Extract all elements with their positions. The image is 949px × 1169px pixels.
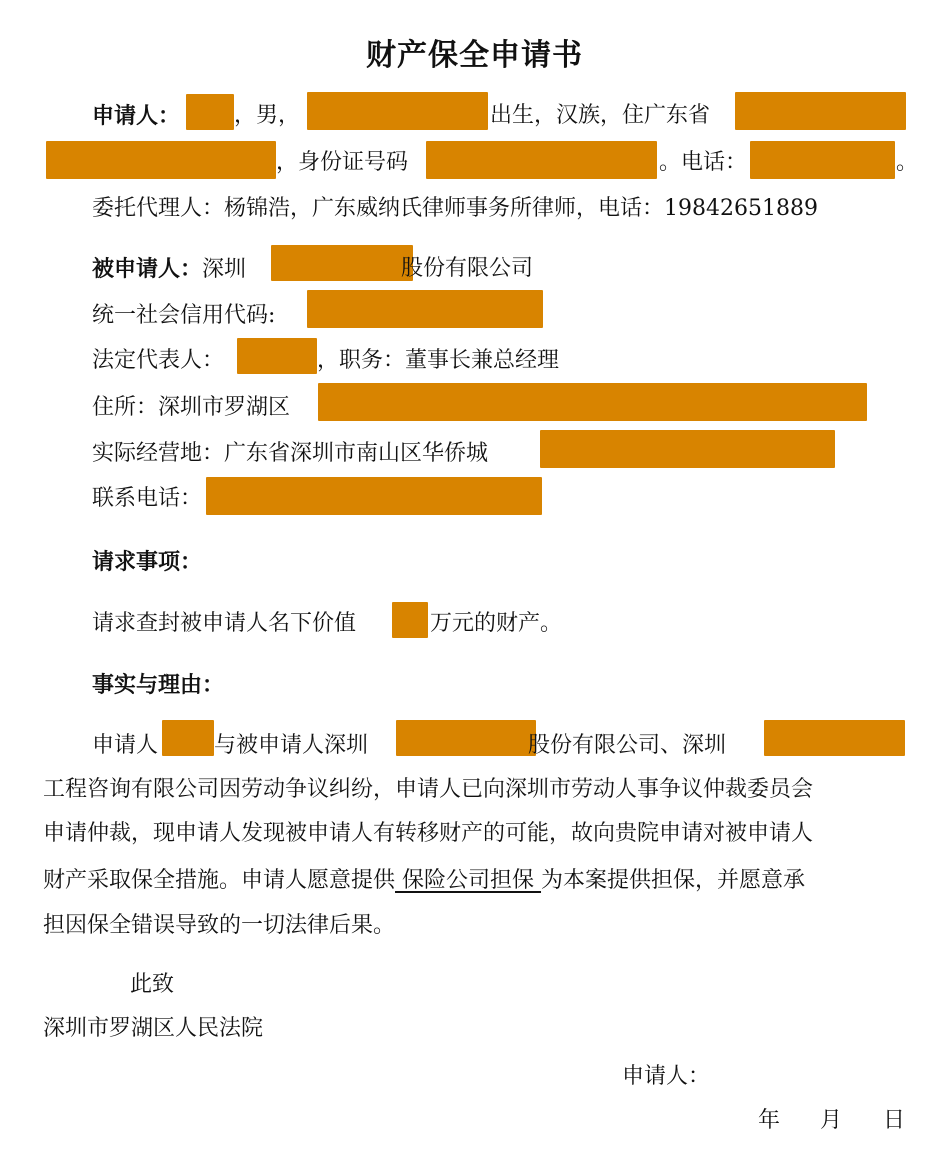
date-year: 年 [758, 1108, 781, 1133]
credit-code-label: 统一社会信用代码: [92, 303, 276, 328]
applicant-phone-segment: 。电话： [659, 150, 748, 175]
redaction-respondent-name [271, 245, 413, 281]
applicant-line-1 [92, 99, 180, 134]
facts-line-4b: 为本案提供担保，并愿意承 [541, 868, 806, 893]
facts-heading: 事实与理由： [92, 672, 225, 698]
signature-label: 申请人： [622, 1064, 711, 1089]
facts-line-3: 申请仲裁，现申请人发现被申请人有转移财产的可能，故向贵院申请对被申请人 [43, 821, 814, 846]
salutation: 此致 [130, 972, 175, 997]
document-title: 财产保全申请书 [366, 38, 583, 73]
redaction-respondent-phone [206, 477, 542, 515]
applicant-gender: ，男， [234, 103, 301, 128]
legal-rep-suffix: ，职务：董事长兼总经理 [317, 348, 560, 373]
date-day: 日 [883, 1108, 906, 1133]
date-month: 月 [820, 1108, 843, 1133]
redaction-id-number [426, 141, 657, 179]
redaction-facts-applicant [162, 720, 214, 756]
facts-line-5: 担因保全错误导致的一切法律后果。 [43, 913, 396, 938]
redaction-facts-company [764, 720, 905, 756]
redaction-facts-respondent [396, 720, 536, 756]
redaction-legal-rep [237, 338, 317, 374]
facts-line-2: 工程咨询有限公司因劳动争议纠纷，申请人已向深圳市劳动人事争议仲裁委员会 [43, 777, 814, 802]
court-name: 深圳市罗湖区人民法院 [43, 1016, 264, 1041]
respondent-label: 被申请人： [92, 256, 203, 282]
redaction-applicant-phone [750, 141, 895, 179]
guarantee-type: 保险公司担保 [395, 868, 542, 893]
redaction-address-2 [46, 141, 276, 179]
operating-address-label: 实际经营地：广东省深圳市南山区华侨城 [92, 441, 489, 466]
respondent-address-label: 住所：深圳市罗湖区 [92, 395, 291, 420]
facts-line-1c: 股份有限公司、深圳 [528, 733, 727, 758]
redaction-applicant-name [186, 94, 234, 130]
respondent-prefix: 深圳 [202, 257, 247, 282]
respondent-phone-label: 联系电话： [92, 486, 203, 511]
respondent-suffix: 股份有限公司 [401, 256, 534, 281]
redaction-birth-date [307, 92, 488, 130]
agent-line: 委托代理人：杨锦浩，广东威纳氏律师事务所律师，电话：19842651889 [92, 196, 818, 221]
applicant-label: 申请人： [92, 103, 181, 129]
facts-line-1b: 与被申请人深圳 [214, 733, 369, 758]
facts-line-4a: 财产采取保全措施。申请人愿意提供 [43, 868, 396, 893]
applicant-period: 。 [896, 150, 919, 175]
redaction-credit-code [307, 290, 543, 328]
facts-line-4 [43, 864, 805, 898]
facts-line-1a: 申请人 [92, 733, 159, 758]
redaction-operating-address [540, 430, 835, 468]
redaction-address-1 [735, 92, 906, 130]
redaction-amount [392, 602, 428, 638]
request-heading: 请求事项： [92, 549, 203, 575]
applicant-birth-segment: 出生，汉族，住广东省 [490, 103, 711, 128]
redaction-respondent-address [318, 383, 867, 421]
respondent-line [92, 252, 246, 287]
applicant-id-segment: ，身份证号码 [276, 150, 409, 175]
request-text-before: 请求查封被申请人名下价值 [92, 611, 357, 636]
legal-rep-label: 法定代表人： [92, 348, 225, 373]
request-text-after: 万元的财产。 [430, 611, 563, 636]
